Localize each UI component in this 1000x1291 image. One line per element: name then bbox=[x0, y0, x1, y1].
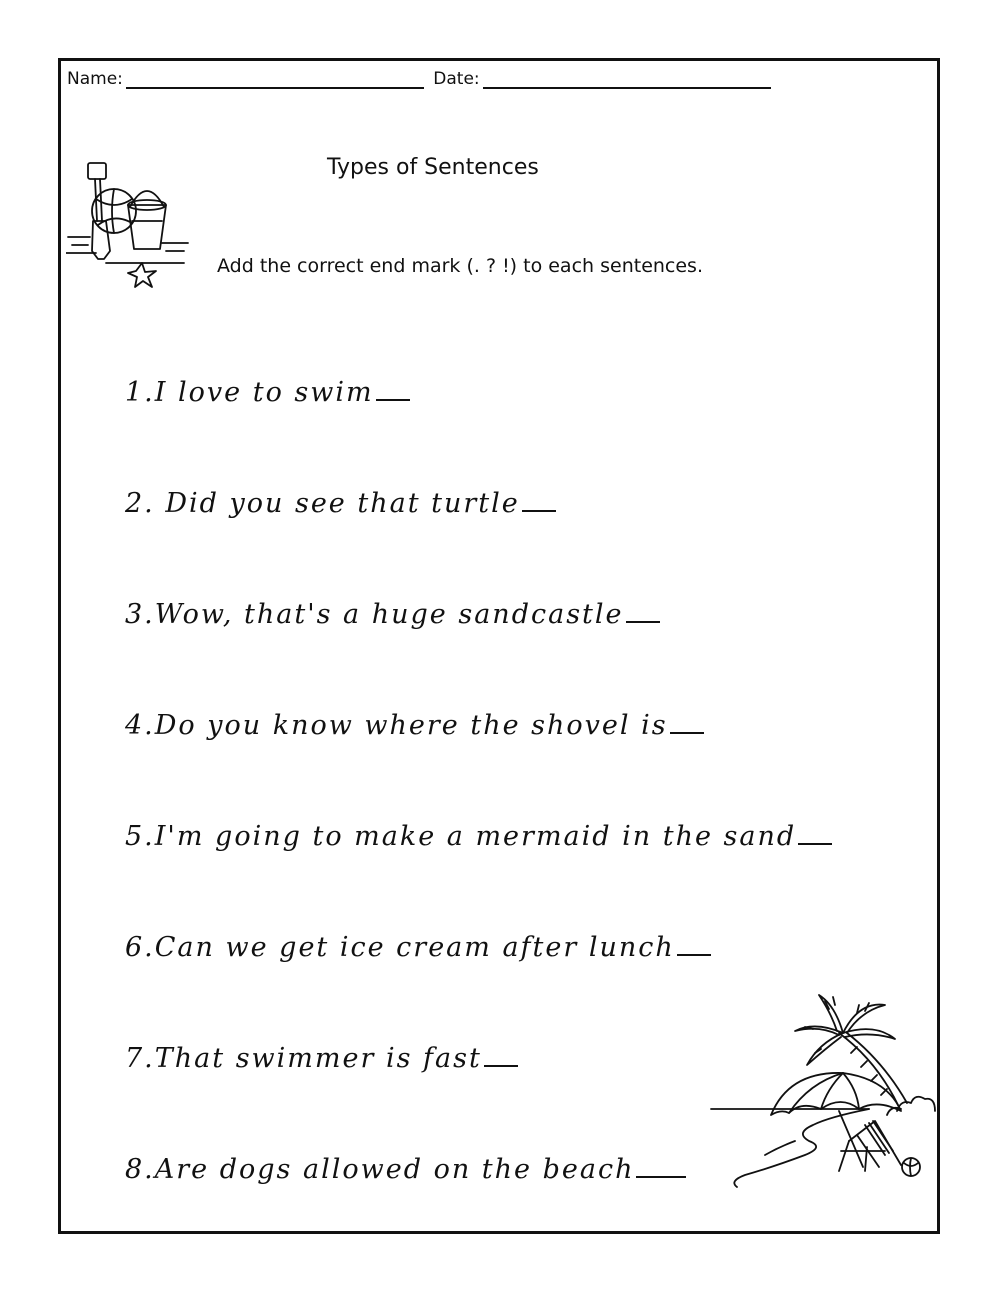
sentence-7 bbox=[125, 1043, 518, 1074]
sentence-5 bbox=[125, 821, 832, 852]
worksheet-title: Types of Sentences bbox=[327, 155, 539, 180]
name-field[interactable] bbox=[126, 71, 424, 89]
sand-pail-shovel-icon bbox=[66, 159, 196, 289]
instruction-text: Add the correct end mark (. ? !) to each sentences. bbox=[217, 255, 703, 277]
sentence-3 bbox=[125, 599, 660, 630]
worksheet-border bbox=[58, 58, 940, 1234]
sentence-text: 5.I'm going to make a mermaid in the sand bbox=[125, 821, 797, 852]
end-mark-blank[interactable] bbox=[677, 934, 711, 956]
sentence-text: 3.Wow, that's a huge sandcastle bbox=[125, 599, 624, 630]
end-mark-blank[interactable] bbox=[670, 712, 704, 734]
end-mark-blank[interactable] bbox=[376, 379, 410, 401]
end-mark-blank[interactable] bbox=[798, 823, 832, 845]
end-mark-blank[interactable] bbox=[626, 601, 660, 623]
sentence-text: 2. Did you see that turtle bbox=[125, 488, 520, 519]
end-mark-blank[interactable] bbox=[484, 1045, 518, 1067]
sentence-text: 7.That swimmer is fast bbox=[125, 1043, 482, 1074]
name-date-header bbox=[67, 69, 775, 89]
sentence-text: 6.Can we get ice cream after lunch bbox=[125, 932, 675, 963]
end-mark-blank[interactable] bbox=[522, 490, 556, 512]
sentence-8 bbox=[125, 1154, 686, 1185]
end-mark-blank[interactable] bbox=[636, 1156, 686, 1178]
name-label: Name: bbox=[67, 69, 123, 89]
sentence-2 bbox=[125, 488, 556, 519]
date-field[interactable] bbox=[483, 71, 771, 89]
sentence-4 bbox=[125, 710, 704, 741]
sentence-text: 4.Do you know where the shovel is bbox=[125, 710, 668, 741]
sentence-text: 1.I love to swim bbox=[125, 377, 374, 408]
sentence-text: 8.Are dogs allowed on the beach bbox=[125, 1154, 635, 1185]
sentence-1 bbox=[125, 377, 410, 408]
date-label: Date: bbox=[433, 69, 480, 89]
sentence-6 bbox=[125, 932, 711, 963]
beach-palm-umbrella-icon bbox=[709, 991, 941, 1191]
